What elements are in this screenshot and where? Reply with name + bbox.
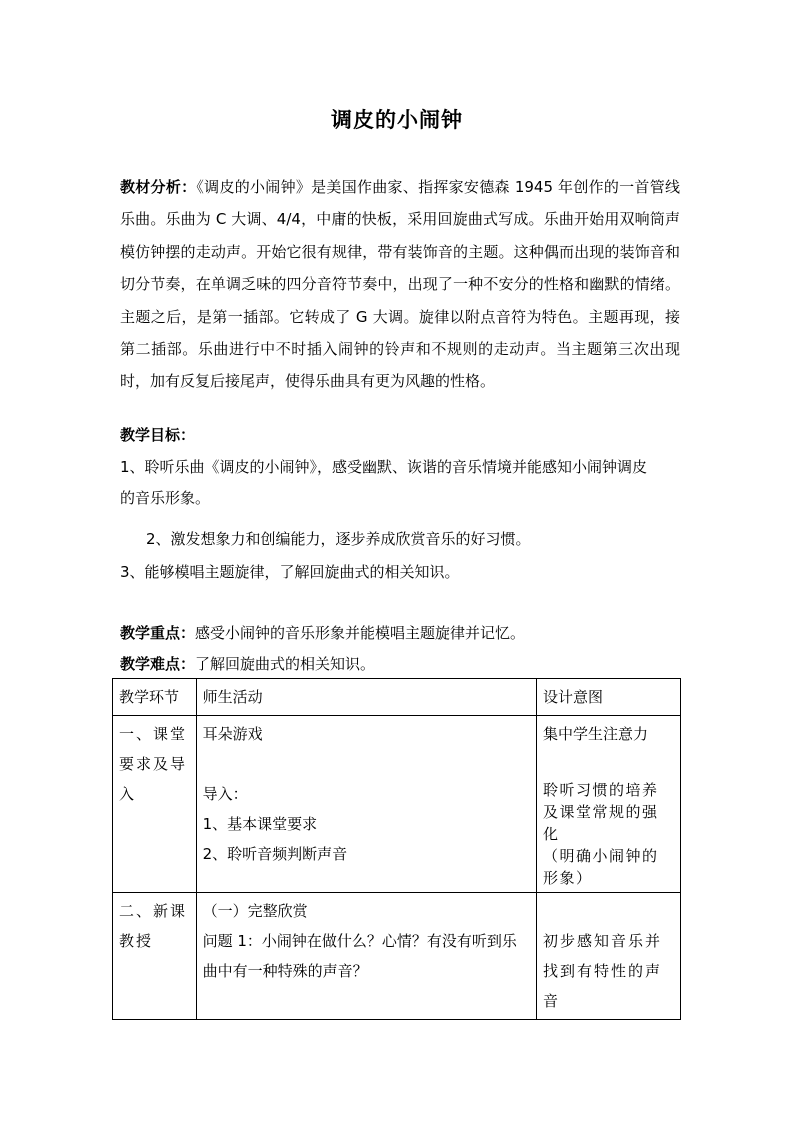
difficulty <box>120 653 375 674</box>
row2-activity-a: （一）完整欣赏 <box>202 902 308 920</box>
row1-activity-c: 1、基本课堂要求 <box>202 815 318 833</box>
difficulty-text: 了解回旋曲式的相关知识。 <box>195 655 376 673</box>
row2-activity <box>196 893 536 1020</box>
row2-intent-a: 初步感知音乐并找到有特性的声音 <box>542 932 662 1010</box>
goal-item-3: 3、能够模唱主题旋律，了解回旋曲式的相关知识。 <box>120 563 460 581</box>
row1-intent-c: （明确小闹钟的形象） <box>542 847 659 887</box>
goal-item-2: 2、激发想象力和创编能力，逐步养成欣赏音乐的好习惯。 <box>146 530 531 548</box>
row1-activity-d: 2、聆听音频判断声音 <box>202 845 348 863</box>
key-point-text: 感受小闹钟的音乐形象并能模唱主题旋律并记忆。 <box>195 624 526 642</box>
table-row <box>113 716 681 893</box>
key-point-label: 教学重点： <box>120 624 196 642</box>
table-header-row <box>113 679 681 716</box>
row2-activity-b: 问题 1：小闹钟在做什么？心情？有没有听到乐曲中有一种特殊的声音？ <box>202 932 517 980</box>
goals-label: 教学目标： <box>120 426 196 444</box>
row1-intent-b: 聆听习惯的培养及课堂常规的强化 <box>542 781 659 843</box>
row1-activity <box>196 716 536 893</box>
row1-intent <box>536 716 680 893</box>
header-intent: 设计意图 <box>536 679 680 716</box>
difficulty-label: 教学难点： <box>120 655 196 673</box>
lesson-table <box>112 678 681 1020</box>
page-title: 调皮的小闹钟 <box>331 108 463 132</box>
analysis-label: 教材分析： <box>120 178 197 196</box>
analysis-paragraph <box>120 171 680 398</box>
goal-item-1-line1: 1、聆听乐曲《调皮的小闹钟》，感受幽默、诙谐的音乐情境并能感知小闹钟调皮 <box>120 458 648 476</box>
key-point <box>120 622 525 643</box>
row1-activity-b: 导入： <box>202 785 248 803</box>
row2-stage: 二、新课教授 <box>113 893 197 1020</box>
row1-intent-a: 集中学生注意力 <box>542 725 648 743</box>
header-stage: 教学环节 <box>113 679 197 716</box>
row1-activity-a: 耳朵游戏 <box>202 725 263 743</box>
goal-item-1-line2: 的音乐形象。 <box>120 489 211 507</box>
analysis-text: 《调皮的小闹钟》是美国作曲家、指挥家安德森 1945 年创作的一首管线乐曲。乐曲为 C 大调、4/4，中庸的快板，采用回旋曲式写成。乐曲开始用双响筒声模仿钟摆的走动声。开始它很有规律，带有装饰音的主题。这种偶而出现的装饰音和切分节奏，在单调乏味的四分音符节奏中，出现了一种不安分的性格和幽默的情绪。主题之后，是第一插部。它转成了 G 大调。旋律以附点音符为特色。主题再现，接第二插部。乐曲进行中不时插入闹钟的铃声和不规则的走动声。当主题第三次出现时，加有反复后接尾声，使得乐曲具有更为风趣的性格。 <box>120 178 680 391</box>
table-row <box>113 893 681 1020</box>
row2-intent <box>536 893 680 1020</box>
row1-stage: 一、课堂要求及导入 <box>113 716 197 893</box>
header-activity: 师生活动 <box>196 679 536 716</box>
